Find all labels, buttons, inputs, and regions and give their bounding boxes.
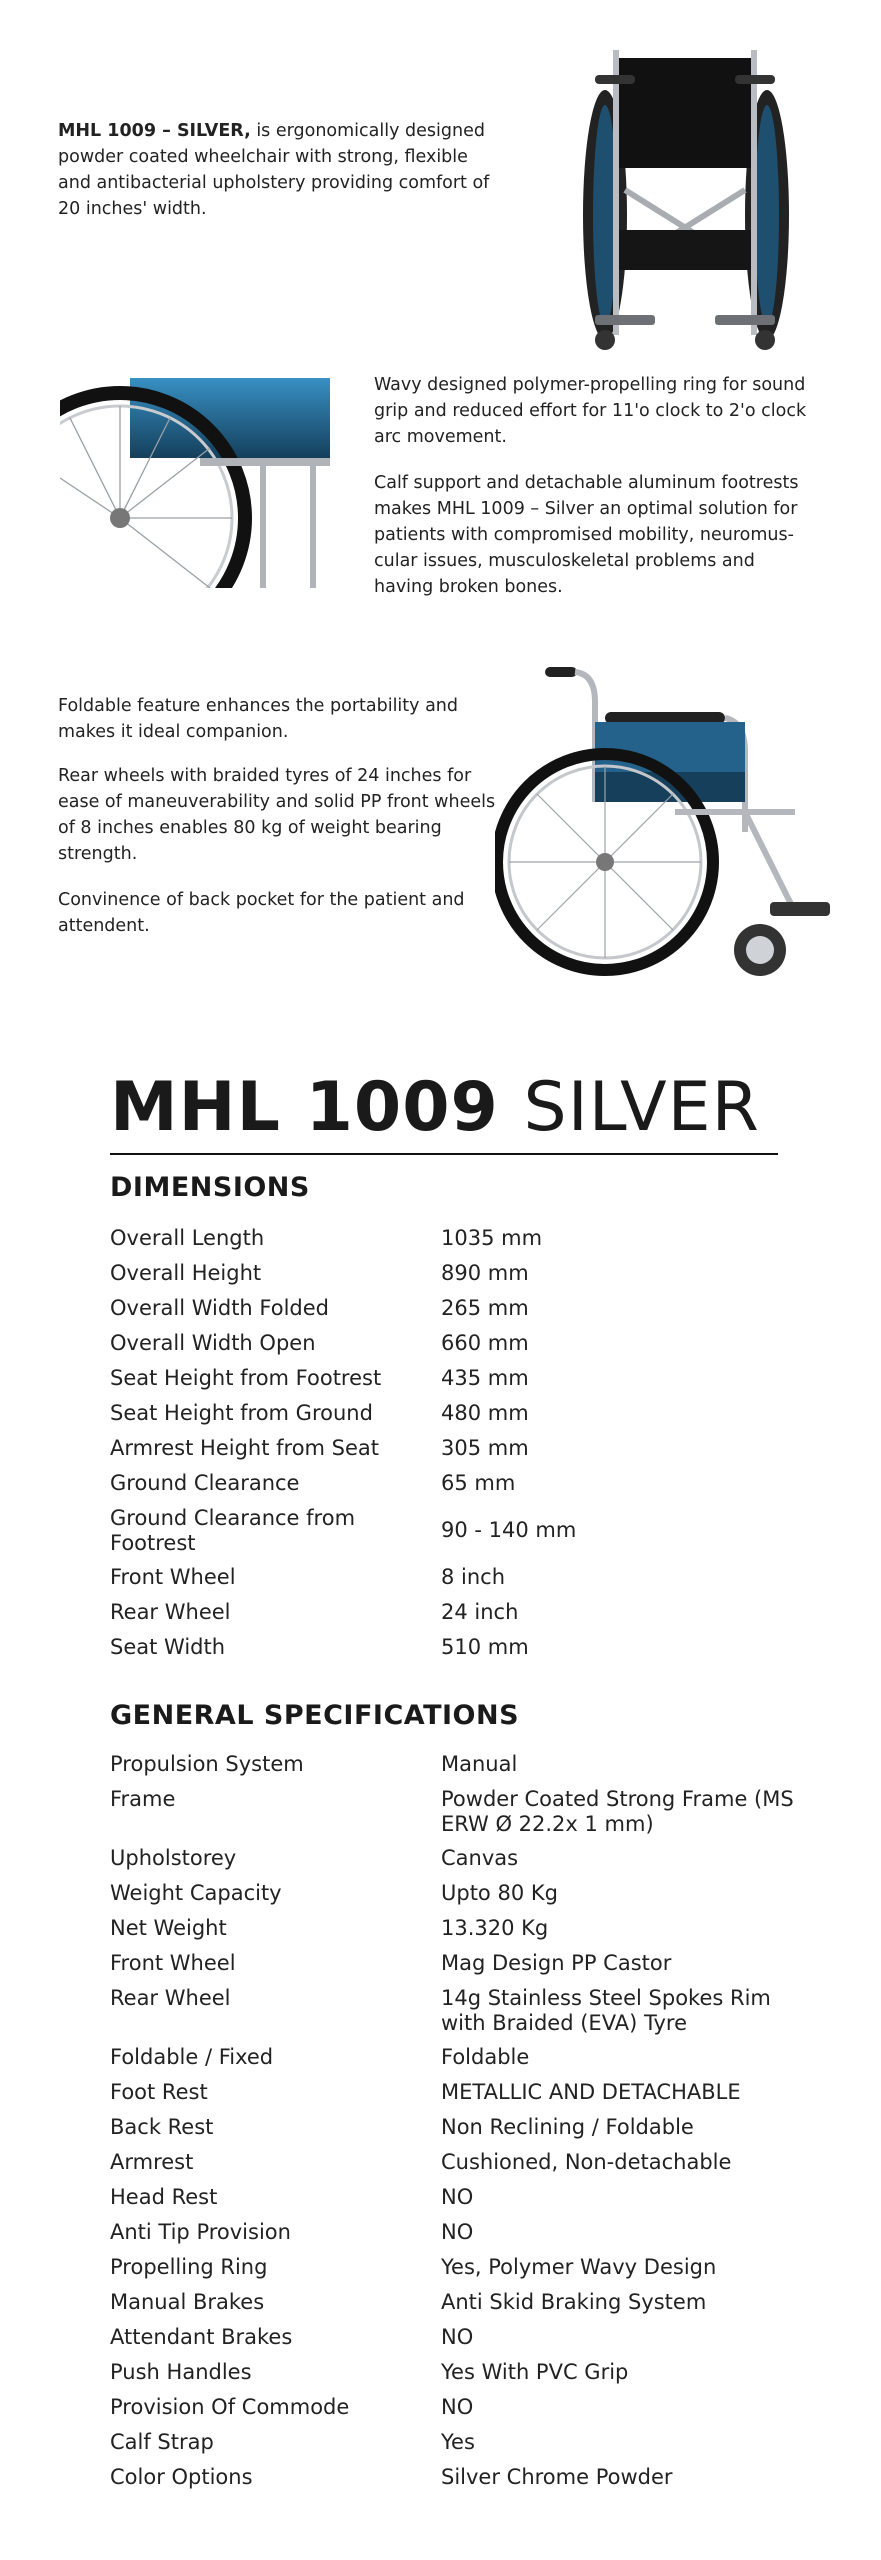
spec-label: Anti Tip Provision	[110, 2220, 291, 2244]
spec-value: NO	[441, 2220, 474, 2244]
spec-value: 14g Stainless Steel Spokes Rim with Braided (EVA) Tyre	[441, 1986, 771, 2035]
product-variant: SILVER	[523, 1068, 760, 1147]
spec-value: 90 - 140 mm	[441, 1518, 577, 1542]
spec-value: Yes With PVC Grip	[441, 2360, 629, 2384]
spec-label: Seat Height from Footrest	[110, 1366, 382, 1390]
spec-value: Mag Design PP Castor	[441, 1951, 672, 1975]
spec-value: 890 mm	[441, 1261, 529, 1285]
spec-label: Frame	[110, 1787, 176, 1811]
spec-value: Yes	[441, 2430, 475, 2454]
intro-paragraph	[58, 118, 498, 222]
spec-label: Foldable / Fixed	[110, 2045, 274, 2069]
spec-label: Back Rest	[110, 2115, 214, 2139]
spec-value: 8 inch	[441, 1565, 506, 1589]
spec-value: 1035 mm	[441, 1226, 543, 1250]
spec-label: Armrest	[110, 2150, 194, 2174]
feature-calf-support-text: Calf support and detachable aluminum footrests makes MHL 1009 – Silver an optimal solution for patients with compromised mobility, neuromus-cular issues, musculoskeletal problems and having broken bones.	[374, 473, 799, 597]
spec-label: Front Wheel	[110, 1565, 236, 1589]
spec-value: 480 mm	[441, 1401, 529, 1425]
spec-label: Overall Height	[110, 1261, 262, 1285]
product-model: MHL 1009	[110, 1068, 499, 1147]
spec-label: Weight Capacity	[110, 1881, 282, 1905]
spec-label: Propelling Ring	[110, 2255, 268, 2279]
spec-label: Overall Length	[110, 1226, 265, 1250]
spec-value: Anti Skid Braking System	[441, 2290, 707, 2314]
spec-value: Upto 80 Kg	[441, 1881, 558, 1905]
spec-label: Front Wheel	[110, 1951, 236, 1975]
spec-label: Armrest Height from Seat	[110, 1436, 380, 1460]
spec-label: Push Handles	[110, 2360, 252, 2384]
spec-value: 65 mm	[441, 1471, 516, 1495]
spec-label: Rear Wheel	[110, 1600, 231, 1624]
intro-model-name: MHL 1009 – SILVER,	[58, 121, 251, 141]
spec-label: Attendant Brakes	[110, 2325, 293, 2349]
spec-value: 265 mm	[441, 1296, 529, 1320]
general-specs-heading: GENERAL SPECIFICATIONS	[110, 1700, 520, 1731]
spec-value: NO	[441, 2325, 474, 2349]
spec-value: Yes, Polymer Wavy Design	[441, 2255, 717, 2279]
spec-label: Propulsion System	[110, 1752, 304, 1776]
feature-back-pocket-text: Convinence of back pocket for the patient and attendent.	[58, 890, 465, 936]
spec-value: Manual	[441, 1752, 518, 1776]
wheelchair-front-view-image	[575, 40, 795, 355]
wheelchair-side-view-image	[495, 662, 855, 980]
spec-value: 510 mm	[441, 1635, 529, 1659]
spec-label: Ground Clearance	[110, 1471, 300, 1495]
title-divider	[110, 1153, 778, 1155]
spec-value: NO	[441, 2395, 474, 2419]
spec-label: Upholstorey	[110, 1846, 237, 1870]
spec-value: Canvas	[441, 1846, 519, 1870]
spec-label: Color Options	[110, 2465, 253, 2489]
spec-label: Rear Wheel	[110, 1986, 231, 2010]
product-title	[110, 1068, 760, 1148]
spec-value: 660 mm	[441, 1331, 529, 1355]
spec-label: Provision Of Commode	[110, 2395, 350, 2419]
spec-value: NO	[441, 2185, 474, 2209]
spec-label: Ground Clearance from Footrest	[110, 1506, 356, 1555]
intro-text: is ergonomically designed powder coated wheelchair with strong, flexible and antibacterial upholstery providing comfort of 20 inches' width.	[58, 121, 490, 219]
spec-value: 435 mm	[441, 1366, 529, 1390]
wheelchair-wheel-closeup-image	[60, 378, 336, 588]
spec-value: METALLIC AND DETACHABLE	[441, 2080, 741, 2104]
feature-foldable-text: Foldable feature enhances the portability and makes it ideal companion.	[58, 696, 458, 742]
feature-propelling-ring-text: Wavy designed polymer-propelling ring for sound grip and reduced effort for 11'o clock to 2'o clock arc movement.	[374, 375, 807, 447]
spec-value: 305 mm	[441, 1436, 529, 1460]
spec-label: Calf Strap	[110, 2430, 214, 2454]
spec-label: Net Weight	[110, 1916, 227, 1940]
spec-value: Cushioned, Non-detachable	[441, 2150, 732, 2174]
spec-value: Powder Coated Strong Frame (MS ERW Ø 22.2x 1 mm)	[441, 1787, 794, 1836]
spec-label: Head Rest	[110, 2185, 218, 2209]
spec-label: Seat Width	[110, 1635, 226, 1659]
spec-value: 13.320 Kg	[441, 1916, 549, 1940]
spec-value: Silver Chrome Powder	[441, 2465, 673, 2489]
feature-rear-wheels-text: Rear wheels with braided tyres of 24 inches for ease of maneuverability and solid PP front wheels of 8 inches enables 80 kg of weight bearing strength.	[58, 766, 496, 864]
spec-label: Foot Rest	[110, 2080, 208, 2104]
dimensions-heading: DIMENSIONS	[110, 1172, 310, 1203]
spec-label: Seat Height from Ground	[110, 1401, 373, 1425]
spec-label: Overall Width Open	[110, 1331, 316, 1355]
spec-label: Overall Width Folded	[110, 1296, 330, 1320]
spec-value: 24 inch	[441, 1600, 519, 1624]
spec-label: Manual Brakes	[110, 2290, 265, 2314]
spec-value: Foldable	[441, 2045, 530, 2069]
spec-value: Non Reclining / Foldable	[441, 2115, 694, 2139]
